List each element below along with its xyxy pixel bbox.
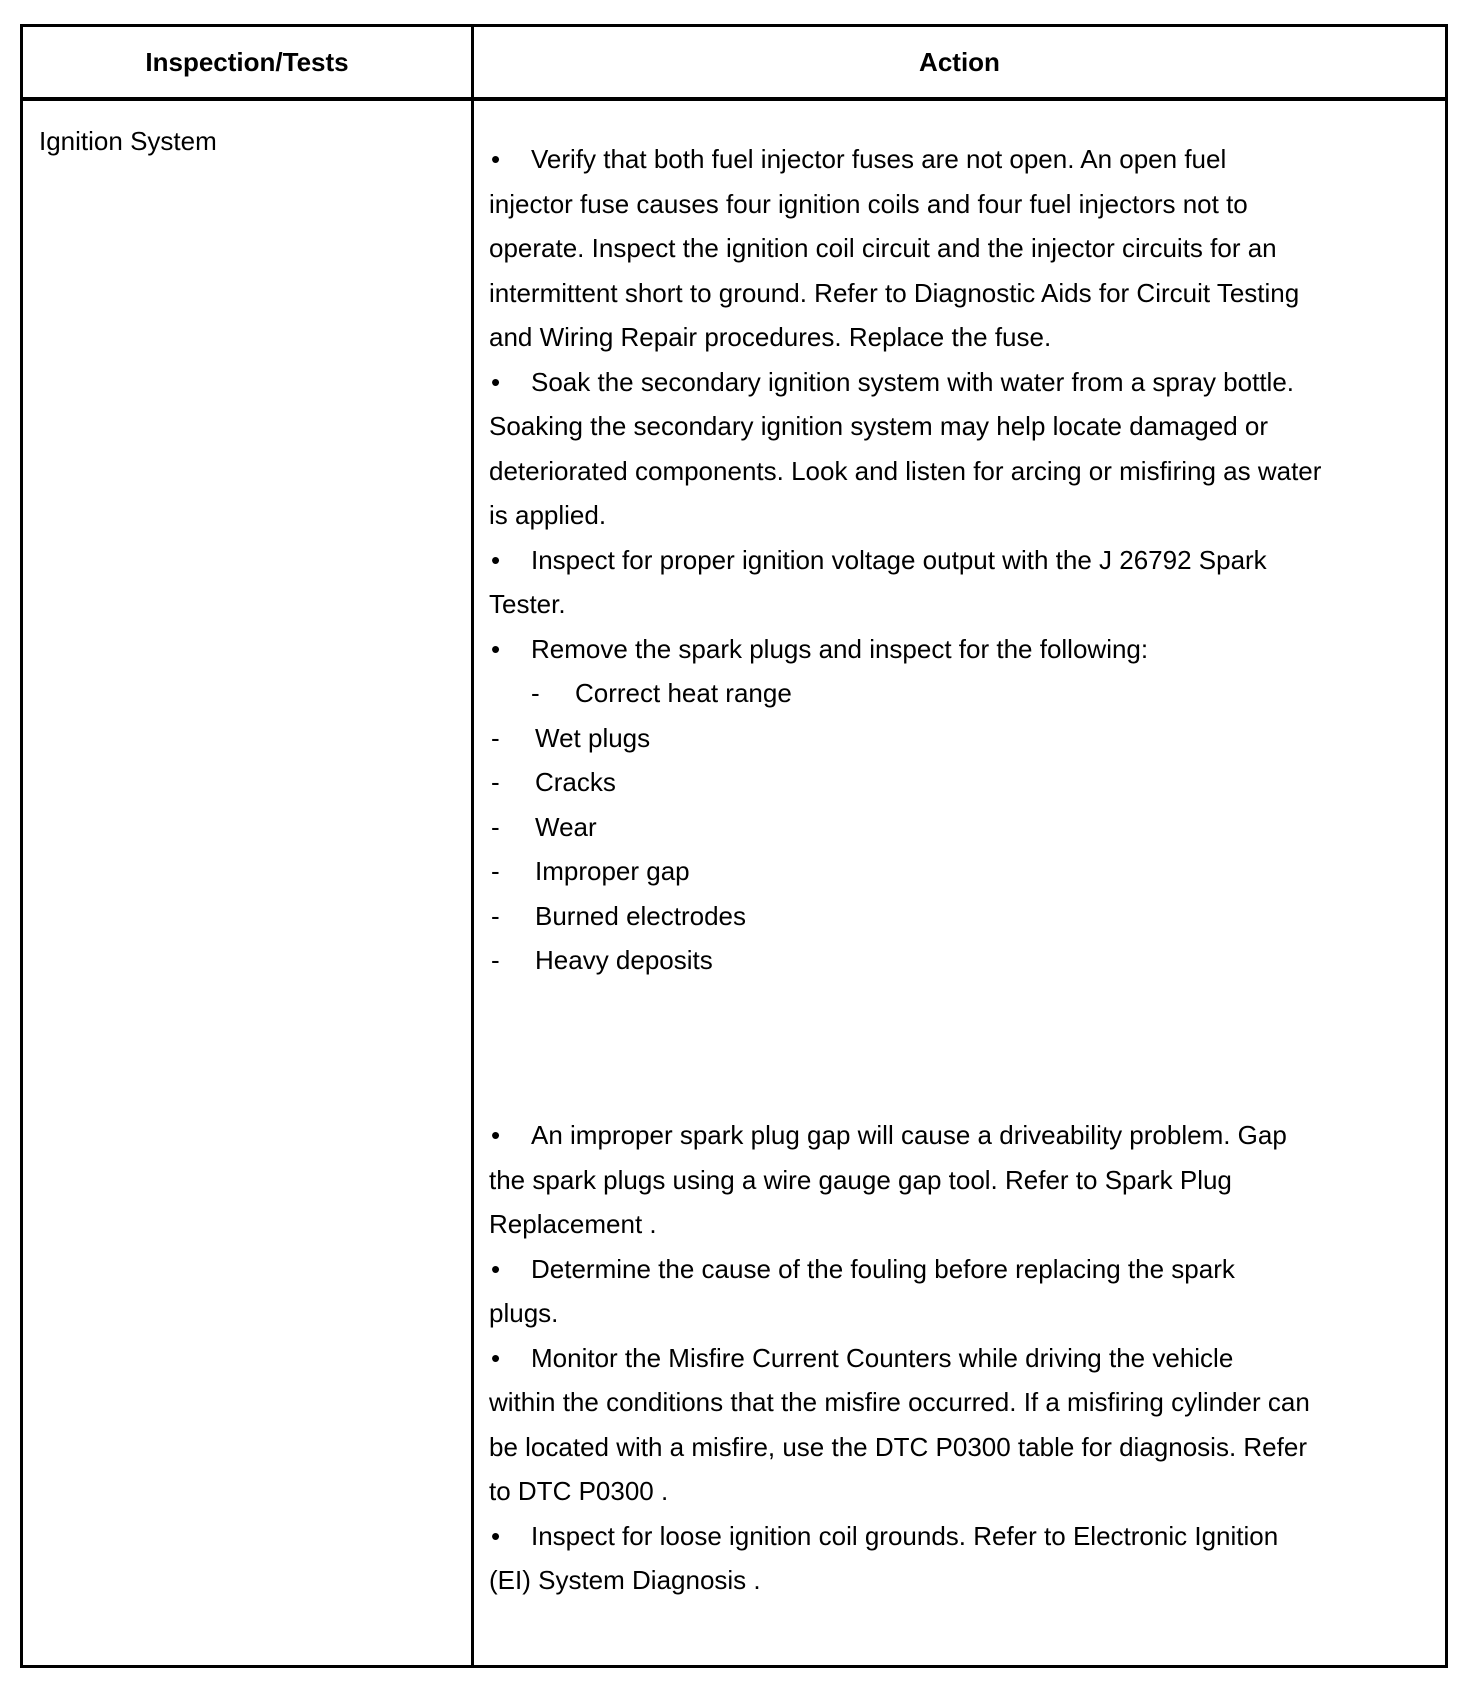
line-text: is applied.: [489, 500, 607, 530]
bullet-item: [489, 1336, 1389, 1381]
dash-item: [489, 894, 1389, 939]
table-header-row: [23, 27, 1445, 101]
bullet-icon: •: [491, 366, 501, 397]
line-text: Inspect for loose ignition coil grounds. Refer to Electronic Ignition: [531, 1520, 1279, 1551]
continuation-line: [489, 404, 1389, 449]
bullet-item: [489, 1113, 1389, 1158]
continuation-line: [489, 1380, 1389, 1425]
line-text: Remove the spark plugs and inspect for the following:: [531, 633, 1149, 664]
line-text: Verify that both fuel injector fuses are not open. An open fuel: [531, 144, 1227, 174]
dash-icon: -: [491, 811, 500, 842]
line-text: intermittent short to ground. Refer to Diagnostic Aids for Circuit Testing: [489, 277, 1300, 308]
line-text: Inspect for proper ignition voltage output with the J 26792 Spark: [531, 544, 1267, 575]
bullet-item: [489, 137, 1389, 182]
dash-item: [489, 671, 1389, 716]
dash-icon: -: [491, 767, 500, 797]
continuation-line: [489, 271, 1389, 316]
line-text: operate. Inspect the ignition coil circuit and the injector circuits for an: [489, 233, 1277, 263]
continuation-line: [489, 1558, 1389, 1603]
bullet-icon: •: [491, 1253, 501, 1284]
line-text: Soaking the secondary ignition system may help locate damaged or: [489, 411, 1268, 441]
continuation-line: [489, 1469, 1389, 1514]
continuation-line: [489, 449, 1389, 494]
line-text: plugs.: [489, 1298, 559, 1328]
line-text: the spark plugs using a wire gauge gap tool. Refer to Spark Plug: [489, 1164, 1232, 1195]
line-text: to DTC P0300 .: [489, 1476, 669, 1506]
bullet-item: [489, 1514, 1389, 1559]
line-text: Monitor the Misfire Current Counters while driving the vehicle: [531, 1342, 1234, 1373]
dash-item: [489, 760, 1389, 805]
dash-item: [489, 849, 1389, 894]
line-text: (EI) System Diagnosis .: [489, 1565, 761, 1595]
continuation-line: [489, 226, 1389, 271]
inspection-cell-ignition-system: Ignition System: [39, 126, 217, 156]
line-text: within the conditions that the misfire occurred. If a misfiring cylinder can: [489, 1387, 1310, 1417]
line-text: Heavy deposits: [535, 945, 713, 975]
bullet-icon: •: [491, 1120, 501, 1150]
continuation-line: [489, 1425, 1389, 1470]
bullet-icon: •: [491, 144, 501, 174]
continuation-line: [489, 315, 1389, 360]
header-action: Action: [919, 46, 1000, 77]
bullet-icon: •: [491, 1520, 501, 1551]
header-inspection-tests: Inspection/Tests: [145, 46, 349, 77]
dash-item: [489, 716, 1389, 761]
line-text: An improper spark plug gap will cause a driveability problem. Gap: [531, 1120, 1287, 1150]
continuation-line: [489, 1158, 1389, 1203]
line-text: Soak the secondary ignition system with water from a spray bottle.: [531, 366, 1295, 397]
dash-icon: -: [491, 856, 500, 886]
bullet-item: [489, 1247, 1389, 1292]
line-text: Determine the cause of the fouling before replacing the spark: [531, 1253, 1235, 1284]
dash-item: [489, 805, 1389, 850]
line-text: Cracks: [535, 767, 616, 797]
line-text: Wear: [535, 811, 597, 842]
bullet-icon: •: [491, 1342, 501, 1373]
continuation-line: [489, 582, 1389, 627]
bullet-icon: •: [491, 544, 501, 575]
dash-icon: -: [491, 945, 500, 975]
bullet-item: [489, 360, 1389, 405]
column-divider: [471, 27, 474, 1665]
bullet-item: [489, 627, 1389, 672]
bullet-icon: •: [491, 633, 501, 664]
dash-icon: -: [491, 900, 500, 931]
dash-icon: -: [491, 722, 500, 753]
dash-item: [489, 938, 1389, 983]
line-text: Tester.: [489, 589, 566, 619]
line-text: Wet plugs: [535, 722, 651, 753]
line-text: Improper gap: [535, 856, 690, 886]
line-text: injector fuse causes four ignition coils and four fuel injectors not to: [489, 188, 1248, 219]
line-text: deteriorated components. Look and listen for arcing or misfiring as water: [489, 455, 1322, 486]
action-cell-block-2: [489, 1113, 1389, 1603]
line-text: be located with a misfire, use the DTC P0300 table for diagnosis. Refer: [489, 1431, 1307, 1462]
continuation-line: [489, 182, 1389, 227]
line-text: Replacement .: [489, 1209, 657, 1239]
bullet-item: [489, 538, 1389, 583]
continuation-line: [489, 493, 1389, 538]
continuation-line: [489, 1291, 1389, 1336]
action-cell-block-1: [489, 137, 1389, 983]
continuation-line: [489, 1202, 1389, 1247]
dash-icon: -: [531, 678, 540, 708]
line-text: Burned electrodes: [535, 900, 747, 931]
line-text: Correct heat range: [575, 678, 792, 708]
diagnostic-table: [20, 24, 1448, 1668]
line-text: and Wiring Repair procedures. Replace the fuse.: [489, 322, 1052, 352]
